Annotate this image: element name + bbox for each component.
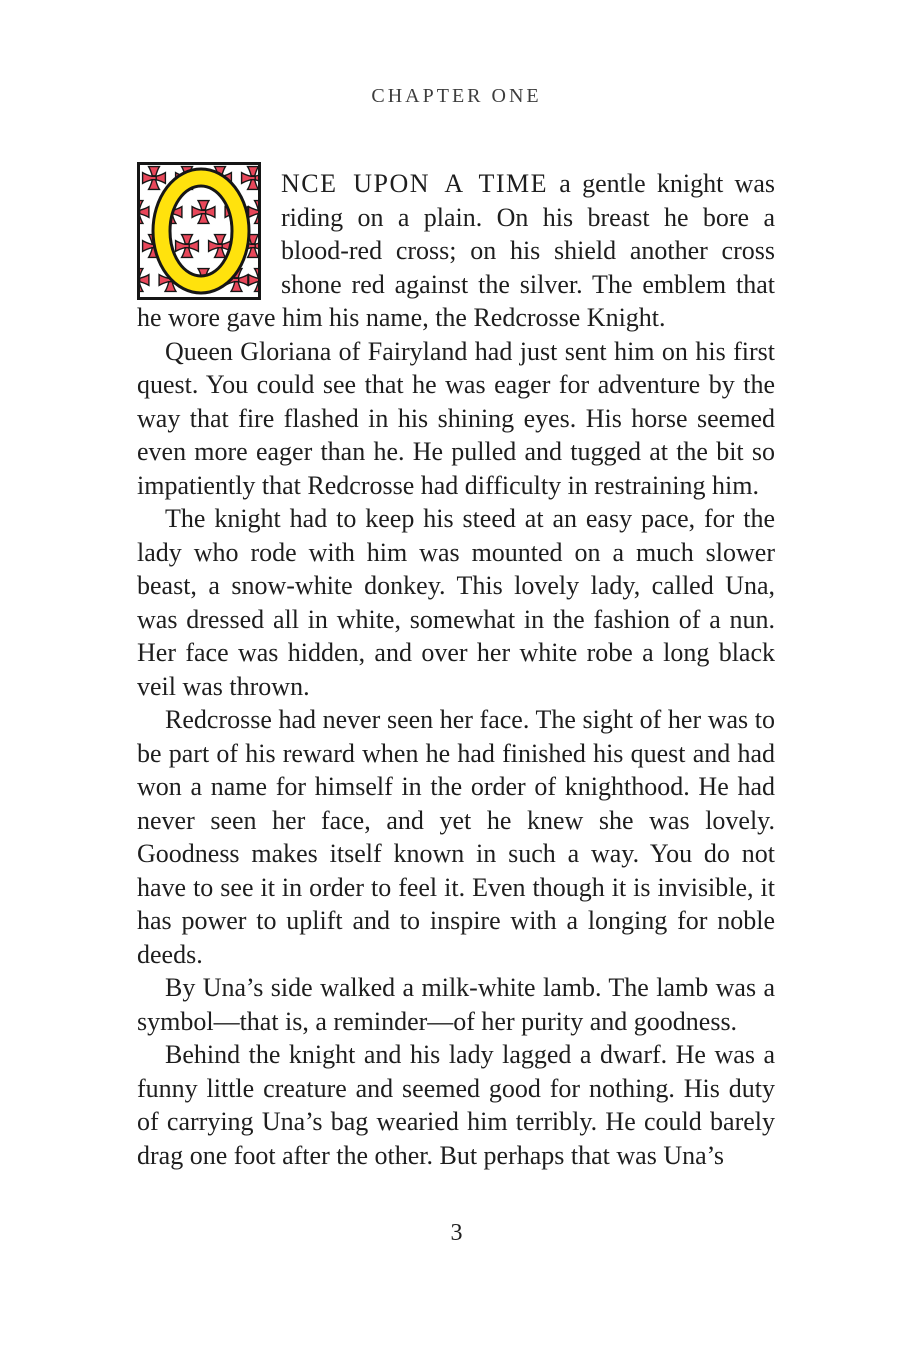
body-paragraph: Queen Gloriana of Fairyland had just sent him on his first quest. You could see that he was eager for adventure by the way that fire flashed in his shining eyes. His horse seemed even more eager than he. He pulled and tugged at the bit so impatiently that Redcrosse had difficulty in restraining him. xyxy=(137,336,775,500)
page-number: 3 xyxy=(450,1220,463,1246)
body-text-block xyxy=(137,167,775,1172)
body-paragraph: Redcrosse had never seen her face. The sight of her was to be part of his reward when he had finished his quest and had won a name for himself in the order of knighthood. He had never seen her face, and yet he knew she was lovely. Goodness makes itself known in such a way. You do not have to see it in order to feel it. Even though it is invisible, it has power to uplift and to inspire with a longing for noble deeds. xyxy=(137,705,775,969)
drop-cap-initial-o xyxy=(137,162,261,300)
opening-caps: NCE UPON A TIME xyxy=(281,169,549,198)
body-paragraph: Behind the knight and his lady lagged a dwarf. He was a funny little creature and seemed good for nothing. His duty of carrying Una’s bag wearied him terribly. He could barely drag one foot after the other. But perhaps that was Una’s xyxy=(137,1040,775,1170)
chapter-heading: CHAPTER ONE xyxy=(371,85,542,107)
body-paragraph: The knight had to keep his steed at an easy pace, for the lady who rode with him was mounted on a much slower beast, a snow-white donkey. This lovely lady, called Una, was dressed all in white, somewhat in the fashion of a nun. Her face was hidden, and over her white robe a long black veil was thrown. xyxy=(137,504,775,701)
paragraph-text: a gentle knight was riding on a plain. On his breast he bore a blood-red cross; on his shield another cross shone red against the silver. The emblem that he wore gave him his name, the Redcrosse Knight. xyxy=(137,169,775,332)
body-paragraph: By Una’s side walked a milk-white lamb. The lamb was a symbol—that is, a reminder—of her purity and goodness. xyxy=(137,973,775,1036)
